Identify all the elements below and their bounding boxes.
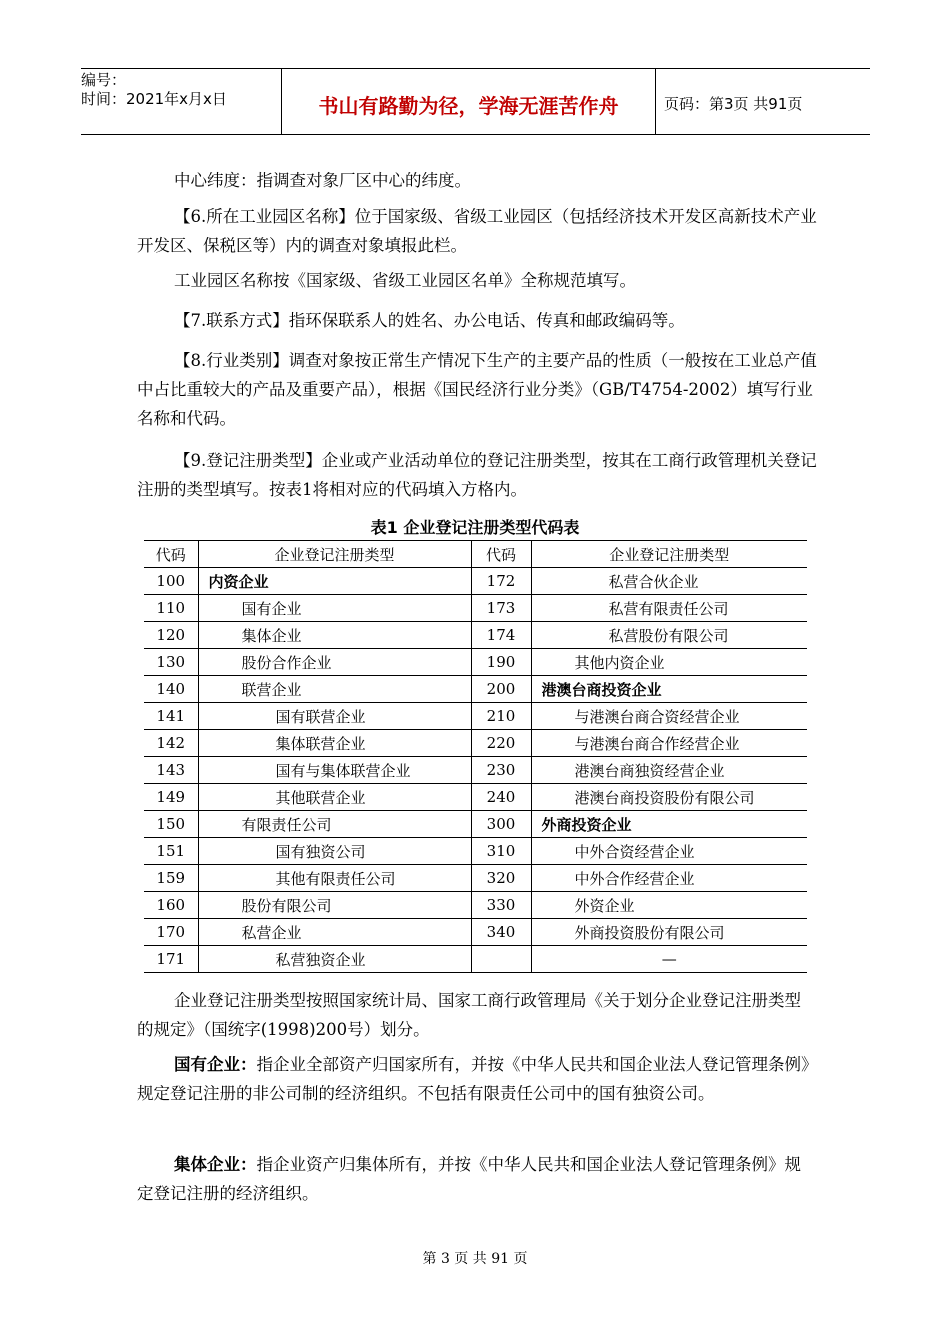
term-collective: 集体企业： (174, 1155, 257, 1174)
table-row (144, 676, 807, 703)
code-cell: 143 (144, 757, 198, 784)
type-cell: 股份合作企业 (198, 649, 471, 676)
type-cell: 集体企业 (198, 622, 471, 649)
type-cell: 私营有限责任公司 (531, 595, 807, 622)
type-cell: 港澳台商投资股份有限公司 (531, 784, 807, 811)
table-row (144, 757, 807, 784)
code-cell: 151 (144, 838, 198, 865)
type-cell: 国有与集体联营企业 (198, 757, 471, 784)
type-cell: 联营企业 (198, 676, 471, 703)
code-cell: 141 (144, 703, 198, 730)
code-cell: 150 (144, 811, 198, 838)
type-cell: 集体联营企业 (198, 730, 471, 757)
table-row (144, 622, 807, 649)
table-row (144, 595, 807, 622)
paragraph-registration-type: 【9.登记注册类型】企业或产业活动单位的登记注册类型，按其在工商行政管理机关登记注册的类型填写。按表1将相对应的代码填入方格内。 (137, 451, 817, 499)
code-cell: 310 (471, 838, 531, 865)
page-footer: 第 3 页 共 91 页 (422, 1251, 528, 1267)
type-cell: 港澳台商独资经营企业 (531, 757, 807, 784)
paragraph-industrial-park: 【6.所在工业园区名称】位于国家级、省级工业园区（包括经济技术开发区高新技术产业开发区、保税区等）内的调查对象填报此栏。 (137, 207, 817, 255)
definition-state-owned: 指企业全部资产归国家所有，并按《中华人民共和国企业法人登记管理条例》规定登记注册的非公司制的经济组织。不包括有限责任公司中的国有独资公司。 (137, 1055, 810, 1103)
table-row (144, 946, 807, 973)
code-cell: 100 (144, 568, 198, 595)
registration-type-table (144, 540, 807, 973)
column-header-type: 企业登记注册类型 (198, 541, 471, 568)
table-caption: 表1 企业登记注册类型代码表 (370, 518, 580, 537)
code-cell: 110 (144, 595, 198, 622)
header-number-label: 编号： (81, 71, 127, 89)
code-cell: 210 (471, 703, 531, 730)
type-cell: 国有企业 (198, 595, 471, 622)
type-cell: 外商投资企业 (531, 811, 807, 838)
code-cell: 240 (471, 784, 531, 811)
code-cell: 320 (471, 865, 531, 892)
header-motto: 书山有路勤为径，学海无涯苦作舟 (282, 69, 656, 134)
type-cell: 股份有限公司 (198, 892, 471, 919)
type-cell: 其他有限责任公司 (198, 865, 471, 892)
paragraph-center-latitude: 中心纬度：指调查对象厂区中心的纬度。 (174, 171, 471, 190)
column-header-code: 代码 (144, 541, 198, 568)
code-cell: 330 (471, 892, 531, 919)
type-cell: 其他内资企业 (531, 649, 807, 676)
column-header-type: 企业登记注册类型 (531, 541, 807, 568)
code-cell: 142 (144, 730, 198, 757)
type-cell: 与港澳台商合作经营企业 (531, 730, 807, 757)
term-state-owned: 国有企业： (174, 1055, 257, 1074)
code-cell: 120 (144, 622, 198, 649)
paragraph-classification-basis: 企业登记注册类型按照国家统计局、国家工商行政管理局《关于划分企业登记注册类型的规定》（国统字(1998)200号）划分。 (137, 991, 801, 1039)
code-cell: 172 (471, 568, 531, 595)
table-row (144, 919, 807, 946)
table-row (144, 892, 807, 919)
paragraph-industry-category: 【8.行业类别】调查对象按正常生产情况下生产的主要产品的性质（一般按在工业总产值中占比重较大的产品及重要产品），根据《国民经济行业分类》（GB/T4754-2002）填写行业名称和代码。 (137, 351, 817, 428)
code-cell: 160 (144, 892, 198, 919)
type-cell: 私营合伙企业 (531, 568, 807, 595)
header-page-info: 页码：第3页 共91页 (664, 95, 803, 113)
code-cell: 171 (144, 946, 198, 973)
table-row (144, 568, 807, 595)
code-cell: 170 (144, 919, 198, 946)
type-cell: 国有联营企业 (198, 703, 471, 730)
code-cell: 230 (471, 757, 531, 784)
paragraph-contact: 【7.联系方式】指环保联系人的姓名、办公电话、传真和邮政编码等。 (174, 311, 685, 330)
table-row (144, 811, 807, 838)
code-cell: 140 (144, 676, 198, 703)
table-row (144, 703, 807, 730)
paragraph-state-owned-definition (137, 1050, 817, 1108)
code-cell: 300 (471, 811, 531, 838)
code-cell: 173 (471, 595, 531, 622)
type-cell: 私营企业 (198, 919, 471, 946)
type-cell: 外资企业 (531, 892, 807, 919)
code-cell (471, 946, 531, 973)
table-row (144, 649, 807, 676)
type-cell: 内资企业 (198, 568, 471, 595)
header-time-label: 时间：2021年x月x日 (81, 90, 227, 108)
page-header (81, 68, 870, 135)
code-cell: 220 (471, 730, 531, 757)
type-cell: 与港澳台商合资经营企业 (531, 703, 807, 730)
type-cell: 国有独资公司 (198, 838, 471, 865)
table-header-row (144, 541, 807, 568)
paragraph-park-name-rule: 工业园区名称按《国家级、省级工业园区名单》全称规范填写。 (174, 271, 636, 290)
type-cell: 外商投资股份有限公司 (531, 919, 807, 946)
code-cell: 174 (471, 622, 531, 649)
code-cell: 149 (144, 784, 198, 811)
type-cell: — (531, 946, 807, 973)
type-cell: 私营独资企业 (198, 946, 471, 973)
type-cell: 其他联营企业 (198, 784, 471, 811)
header-meta (81, 69, 282, 134)
type-cell: 中外合资经营企业 (531, 838, 807, 865)
paragraph-collective-definition (137, 1150, 817, 1208)
code-cell: 200 (471, 676, 531, 703)
table-row (144, 865, 807, 892)
table-row (144, 730, 807, 757)
code-cell: 130 (144, 649, 198, 676)
type-cell: 中外合作经营企业 (531, 865, 807, 892)
table-row (144, 838, 807, 865)
type-cell: 港澳台商投资企业 (531, 676, 807, 703)
code-cell: 340 (471, 919, 531, 946)
column-header-code: 代码 (471, 541, 531, 568)
type-cell: 私营股份有限公司 (531, 622, 807, 649)
definition-collective: 指企业资产归集体所有，并按《中华人民共和国企业法人登记管理条例》规定登记注册的经济组织。 (137, 1155, 801, 1203)
type-cell: 有限责任公司 (198, 811, 471, 838)
table-row (144, 784, 807, 811)
code-cell: 190 (471, 649, 531, 676)
code-cell: 159 (144, 865, 198, 892)
